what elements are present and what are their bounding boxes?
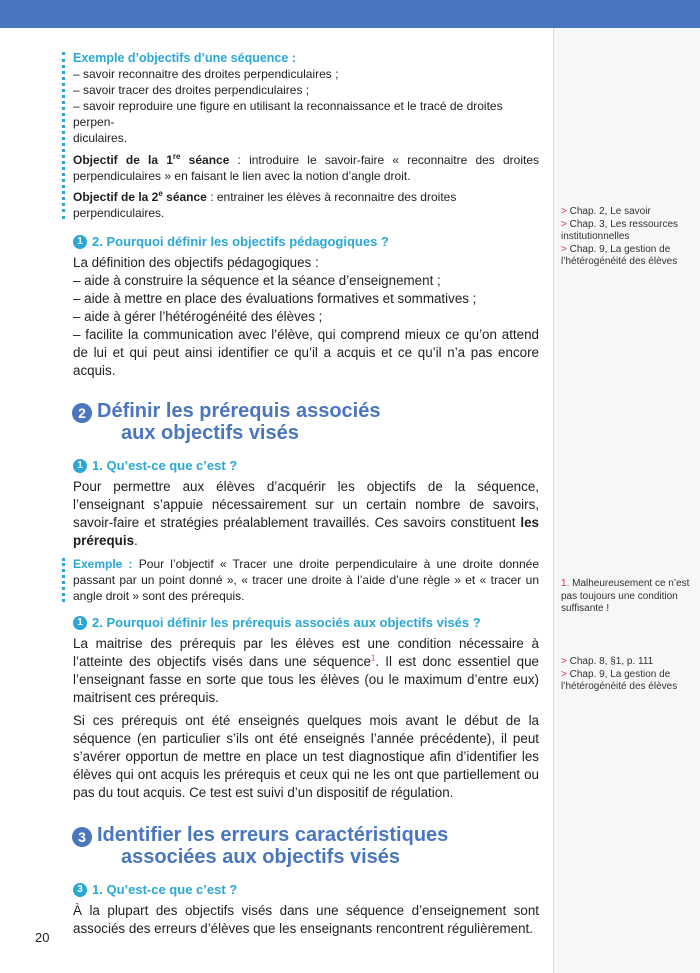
number-badge: 1 [73,616,87,630]
section-title-line: Définir les prérequis associés [97,400,381,422]
reference-text: Chap. 9, La gestion de l’hétérogénéité des élèves [561,668,678,692]
seance1-sup: re [172,152,181,161]
arrow-icon: > [561,668,567,680]
question-heading [73,457,539,475]
arrow-icon: > [561,243,567,255]
main-content [73,50,539,938]
section-number-badge: 2 [72,403,92,423]
section-title-line: Identifier les erreurs caractéristiques [97,824,449,846]
example-item: – savoir reproduire une figure en utilisant la reconnaissance et le tracé de droites perpen- [73,99,503,129]
sidebar-references-1 [561,206,695,269]
margin-column [553,28,700,973]
text-line: – aide à mettre en place des évaluations formatives et sommatives ; [73,291,477,306]
prerequisites-example-box [73,556,539,604]
seance1-label2: séance [180,153,230,167]
paragraph-text: . Il est donc essentiel que l’enseignant fasse en sorte que tous les élèves (ou le maximum d’entre eux) maitrisent ces prérequis. [73,654,539,705]
page-number: 20 [35,930,50,945]
paragraph-text: Pour permettre aux élèves d’acquérir les objectifs de la séquence, l’enseignant s’appuie nécessairement sur un certain nombre de savoirs, savoir-faire et stratégies préalablement travaillés. Ces savoirs constituent [73,479,539,530]
seance2-text: : entrainer les élèves à reconnaitre des droites perpendiculaires. [73,190,457,220]
seance1-text: : introduire le savoir-faire « reconnaitre des droites perpendiculaires » en faisant le lien avec la notion d’angle droit. [73,153,539,183]
example-label: Exemple : [73,557,133,571]
question-heading [73,614,539,632]
errors-paragraph: À la plupart des objectifs visés dans une séquence d’enseignement sont associés des erreurs d’élèves que les enseignants rencontrent régulièrement. [73,903,539,936]
question-title: 1. Qu’est-ce que c’est ? [92,458,238,473]
section-title-line: associées aux objectifs visés [121,846,401,868]
question-heading [73,233,539,251]
section-number-badge: 3 [72,827,92,847]
paragraph-text: La maitrise des prérequis par les élèves est une condition nécessaire à l’atteinte des objectifs visés dans une séquence [73,636,539,669]
example-text: Pour l’objectif « Tracer une droite perpendiculaire à une droite donnée passant par un point donné », « tracer une droite à l’aide d’une règle » et « tracer un angle droit » sont des prérequis. [73,557,539,603]
text-line: – aide à construire la séquence et la séance d’enseignement ; [73,273,441,288]
arrow-icon: > [561,206,567,217]
example-item: diculaires. [73,131,128,145]
sidebar-footnote [561,578,695,616]
reference-text: Chap. 2, Le savoir [566,206,651,217]
seance2-sup: e [158,189,163,198]
section-title-line: aux objectifs visés [121,422,299,444]
reference-text: Chap. 3, Les ressources institutionnelles [561,218,679,242]
example-item: – savoir reconnaitre des droites perpendiculaires ; [73,67,339,81]
chapter-reference-link[interactable] [561,244,695,269]
text-line: – facilite la communication avec l’élève, qui comprend mieux ce qu’on attend de lui et qui peut ainsi identifier ce qu’il a acquis et ce qu’il n’a pas encore acquis. [73,327,539,378]
sidebar-references-2 [561,656,695,694]
chapter-reference-link[interactable] [561,206,695,219]
section-heading [72,824,539,868]
question-heading [73,881,539,899]
seance2-objective [73,189,539,221]
objectives-benefits [73,254,539,380]
paragraph-end: . [134,533,138,548]
seance1-objective [73,152,539,184]
number-badge: 3 [73,883,87,897]
key-term: les prérequis [73,515,539,548]
top-color-band [0,0,700,28]
number-badge: 1 [73,235,87,249]
example-objectives-box [73,50,539,221]
question-title: 1. Qu’est-ce que c’est ? [92,882,238,897]
footnote-text: Malheureusement ce n’est pas toujours une condition suffisante ! [561,578,690,614]
chapter-reference-link[interactable] [561,656,695,669]
chapter-reference-link[interactable] [561,219,695,244]
example-item: – savoir tracer des droites perpendiculaires ; [73,83,310,97]
reference-text: Chap. 9, La gestion de l’hétérogénéité des élèves [561,243,678,267]
question-title: 2. Pourquoi définir les objectifs pédagogiques ? [92,234,389,249]
diagnostic-paragraph: Si ces prérequis ont été enseignés quelques mois avant le début de la séquence (en particulier s’ils ont été enseignés l’année précédente), il peut s’avérer opportun de mettre en place un test diagnostique afin d’identifier les élèves qui ont acquis les prérequis et ceux qui ne les ont que partiellement ou pas du tout acquis. Ce test est suivi d’un dispositif de régulation. [73,713,539,800]
text-line: – aide à gérer l’hétérogénéité des élèves ; [73,309,323,324]
seance1-label: Objectif de la 1 [73,153,173,167]
example-title: Exemple d’objectifs d’une séquence : [73,51,296,65]
question-title: 2. Pourquoi définir les prérequis associés aux objectifs visés ? [92,615,481,630]
prerequisites-paragraph [73,478,539,550]
number-badge: 1 [73,459,87,473]
footnote-ref[interactable]: 1 [370,653,376,663]
chapter-reference-link[interactable] [561,669,695,694]
seance2-label: Objectif de la 2 [73,190,159,204]
arrow-icon: > [561,656,567,667]
section-heading [72,400,539,444]
mastery-paragraph [73,635,539,707]
reference-text: Chap. 8, §1, p. 111 [566,656,654,667]
footnote-number: 1. [561,578,570,589]
arrow-icon: > [561,218,567,230]
text-line: La définition des objectifs pédagogiques : [73,255,319,270]
seance2-label2: séance [162,190,207,204]
